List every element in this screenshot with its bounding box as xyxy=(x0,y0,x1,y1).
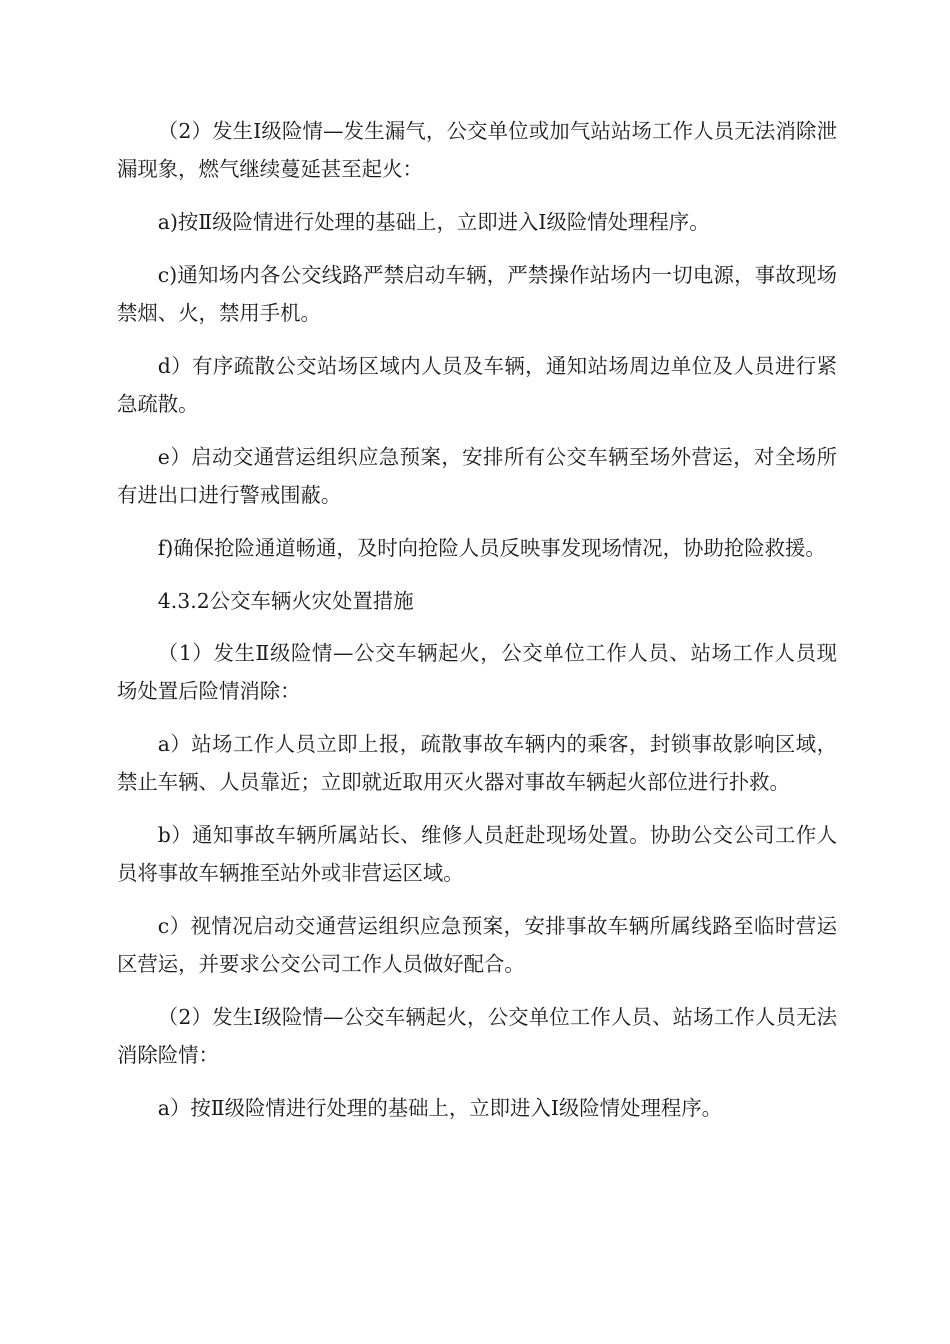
paragraph-level2-fire: （1）发生Ⅱ级险情—公交车辆起火，公交单位工作人员、站场工作人员现场处置后险情消除： xyxy=(117,641,837,703)
paragraph-fire-a: a）站场工作人员立即上报，疏散事故车辆内的乘客，封锁事故影响区域，禁止车辆、人员靠近；立即就近取用灭火器对事故车辆起火部位进行扑救。 xyxy=(117,732,837,794)
section-heading-vehicle-fire: 4.3.2公交车辆火灾处置措施 xyxy=(157,589,414,613)
paragraph-fire-b: b）通知事故车辆所属站长、维修人员赶赴现场处置。协助公交公司工作人员将事故车辆推至站外或非营运区域。 xyxy=(117,823,837,885)
paragraph-leak-c: c)通知场内各公交线路严禁启动车辆，严禁操作站场内一切电源，事故现场禁烟、火，禁用手机。 xyxy=(117,263,837,325)
paragraph-level1-leak: （2）发生Ⅰ级险情—发生漏气，公交单位或加气站站场工作人员无法消除泄漏现象，燃气继续蔓延甚至起火： xyxy=(117,119,837,181)
paragraph-level1-fire: （2）发生Ⅰ级险情—公交车辆起火，公交单位工作人员、站场工作人员无法消除险情： xyxy=(117,1005,837,1067)
paragraph-level1-fire-a: a）按Ⅱ级险情进行处理的基础上，立即进入Ⅰ级险情处理程序。 xyxy=(157,1096,723,1120)
paragraph-leak-f: f)确保抢险通道畅通，及时向抢险人员反映事发现场情况，协助抢险救援。 xyxy=(157,536,826,560)
paragraph-fire-c: c）视情况启动交通营运组织应急预案，安排事故车辆所属线路至临时营运区营运，并要求公交公司工作人员做好配合。 xyxy=(117,914,837,976)
paragraph-leak-e: e）启动交通营运组织应急预案，安排所有公交车辆至场外营运，对全场所有进出口进行警戒围蔽。 xyxy=(117,445,837,507)
paragraph-leak-d: d）有序疏散公交站场区域内人员及车辆，通知站场周边单位及人员进行紧急疏散。 xyxy=(117,354,837,416)
document-body xyxy=(117,112,837,1142)
paragraph-leak-a: a)按Ⅱ级险情进行处理的基础上，立即进入Ⅰ级险情处理程序。 xyxy=(157,210,710,234)
